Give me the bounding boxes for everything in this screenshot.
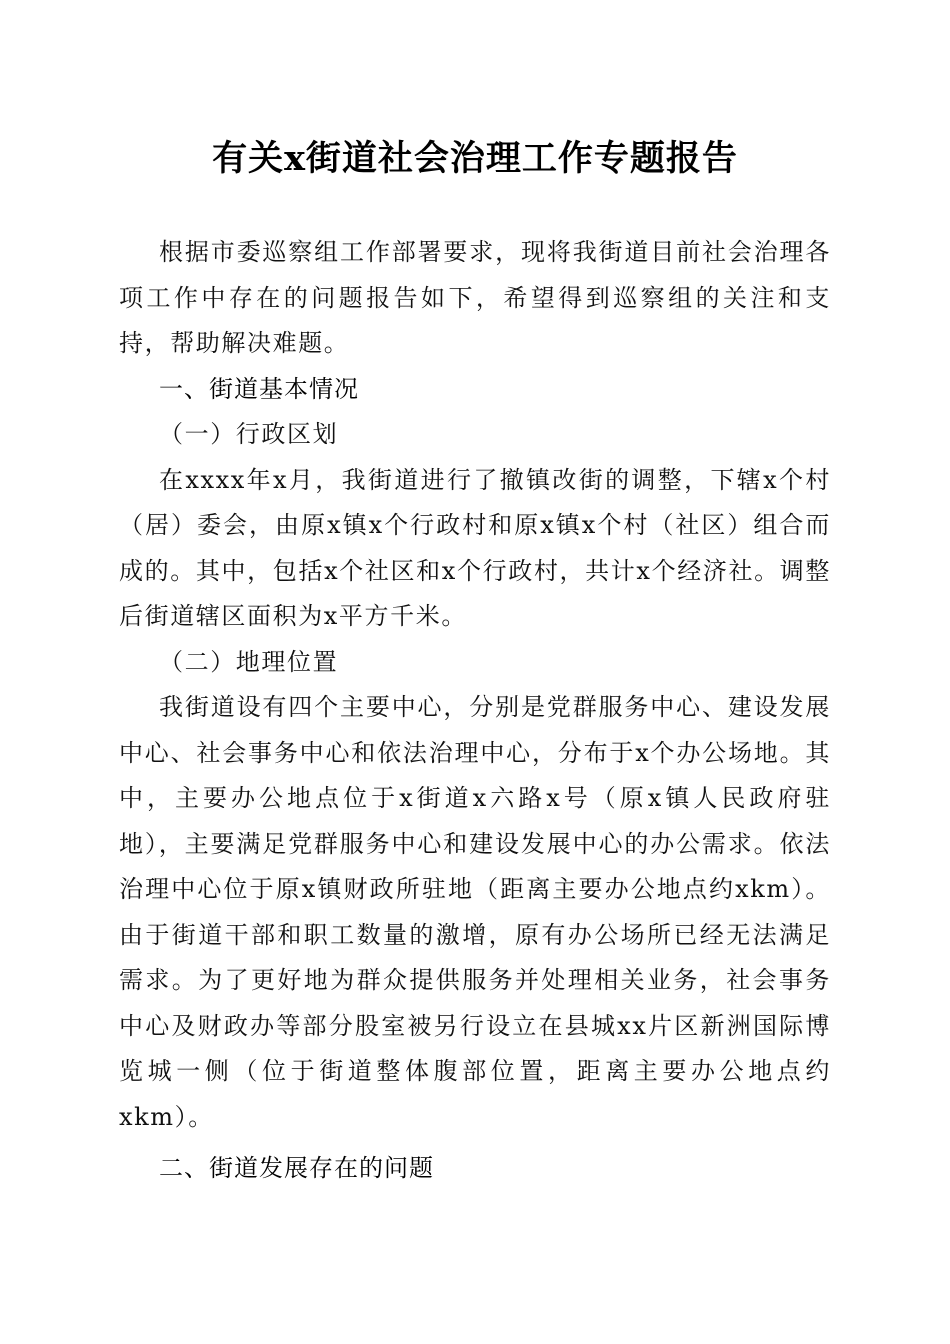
admin-division-paragraph: 在xxxx年x月，我街道进行了撤镇改街的调整，下辖x个村（居）委会，由原x镇x个行政村和原x镇x个村（社区）组合而成的。其中，包括x个社区和x个行政村，共计x个经济社。调整后街道辖区面积为x平方千米。 xyxy=(119,465,831,630)
location-paragraph: 我街道设有四个主要中心，分别是党群服务中心、建设发展中心、社会事务中心和依法治理中心，分布于x个办公场地。其中，主要办公地点位于x街道x六路x号（原x镇人民政府驻地），主要满足党群服务中心和建设发展中心的办公需求。依法治理中心位于原x镇财政所驻地（距离主要办公地点约xkm）。由于街道干部和职工数量的激增，原有办公场所已经无法满足需求。为了更好地为群众提供服务并处理相关业务，社会事务中心及财政办等部分股室被另行设立在县城xx片区新洲国际博览城一侧（位于街道整体腹部位置，距离主要办公地点约xkm）。 xyxy=(119,693,831,1131)
section-heading-basic-info: 一、街道基本情况 xyxy=(159,374,359,403)
subsection-heading-location: （二）地理位置 xyxy=(159,647,339,676)
document-title: 有关x街道社会治理工作专题报告 xyxy=(212,138,738,179)
subsection-heading-admin-division: （一）行政区划 xyxy=(159,420,339,448)
section-heading-problems: 二、街道发展存在的问题 xyxy=(159,1154,434,1182)
document-body xyxy=(119,230,831,1192)
intro-paragraph: 根据市委巡察组工作部署要求，现将我街道目前社会治理各项工作中存在的问题报告如下，希望得到巡察组的关注和支持，帮助解决难题。 xyxy=(119,238,831,357)
